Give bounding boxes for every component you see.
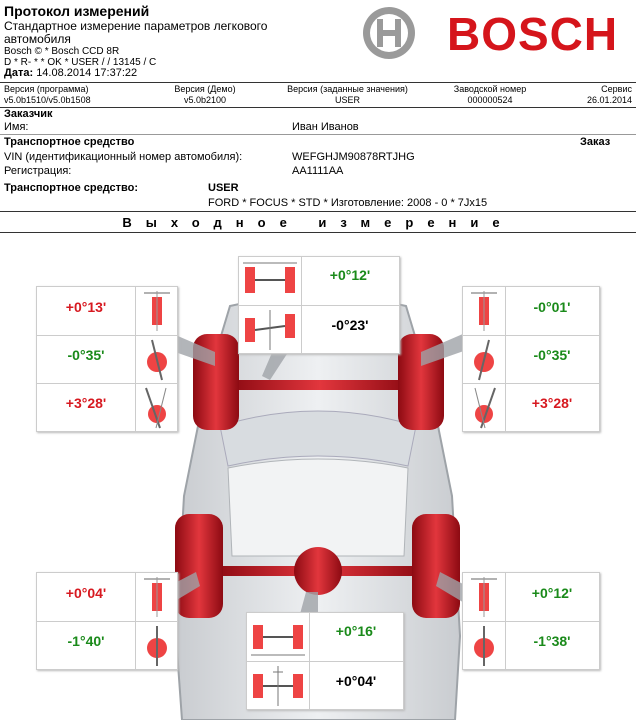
serial-number <box>440 84 540 106</box>
kpi-icon <box>463 384 506 431</box>
rear-left-card <box>36 572 178 670</box>
version-specs <box>280 84 415 106</box>
toe-icon <box>463 622 506 669</box>
divider <box>0 134 636 135</box>
vehicle-description: FORD * FOCUS * STD * Изготовление: 2008 - 0 * 7Jx15 <box>208 197 488 209</box>
version-label: Версия (заданные значения) <box>287 84 408 94</box>
date-label: Дата: <box>4 67 34 79</box>
date-value: 14.08.2014 17:37:22 <box>36 67 138 79</box>
registration-label: Регистрация: <box>4 165 72 177</box>
version-value: 000000524 <box>467 95 513 105</box>
rear-differential <box>294 547 342 595</box>
camber-icon <box>463 287 506 335</box>
rear-total-toe-value: +0°16' <box>335 623 377 639</box>
vin-label: VIN (идентификационный номер автомобиля): <box>4 151 243 163</box>
front-setback-value: -0°23' <box>331 317 369 333</box>
customer-name-label: Имя: <box>4 121 29 133</box>
camber-icon <box>135 287 178 335</box>
version-label: Версия (Демо) <box>174 84 236 94</box>
section-title: Выходное измерение <box>122 215 514 230</box>
rear-right-camber-value: +0°12' <box>531 585 573 601</box>
system-info: Bosch © * Bosch CCD 8R <box>4 46 120 57</box>
version-value: v5.0b2100 <box>183 95 227 105</box>
caster-icon <box>463 336 506 383</box>
version-program <box>4 84 91 106</box>
version-label: Сервис <box>601 84 632 94</box>
front-axle-card <box>238 256 400 354</box>
front-right-camber-value: -0°01' <box>533 299 571 315</box>
thrust-angle-icon <box>247 662 310 709</box>
vehicle-type-label: Транспортное средство: <box>4 182 139 194</box>
front-right-card <box>462 286 600 432</box>
divider <box>0 107 636 108</box>
version-demo <box>160 84 250 106</box>
front-setback-icon <box>239 306 302 353</box>
report-subtitle: Стандартное измерение параметров легкового автомобиля <box>4 19 268 46</box>
customer-heading: Заказчик <box>4 108 53 120</box>
front-left-camber-value: +0°13' <box>65 299 107 315</box>
front-left-caster-value: -0°35' <box>67 347 105 363</box>
version-value: v5.0b1510/v5.0b1508 <box>4 95 91 105</box>
camber-icon <box>135 573 178 621</box>
rear-right-card <box>462 572 600 670</box>
customer-name-value: Иван Иванов <box>292 121 359 133</box>
kpi-icon <box>135 384 178 431</box>
version-value: 26.01.2014 <box>586 95 632 105</box>
rear-toe-icon <box>247 613 310 661</box>
rear-left-wheel <box>175 514 223 618</box>
toe-icon <box>135 622 178 669</box>
roof <box>228 459 408 556</box>
rear-thrust-value: +0°04' <box>335 673 377 689</box>
front-total-toe-value: +0°12' <box>329 267 371 283</box>
order-label: Заказ <box>580 136 611 148</box>
rear-right-wheel <box>412 514 460 618</box>
version-value: USER <box>334 95 360 105</box>
version-label: Заводской номер <box>453 84 527 94</box>
divider <box>0 211 636 212</box>
camber-icon <box>463 573 506 621</box>
front-axle <box>230 380 410 390</box>
front-left-kpi-value: +3°28' <box>65 395 107 411</box>
vin-value: WEFGHJM90878RTJHG <box>292 151 415 163</box>
rear-left-camber-value: +0°04' <box>65 585 107 601</box>
vehicle-type-user: USER <box>208 182 239 194</box>
version-label: Версия (программа) <box>4 84 89 94</box>
front-right-caster-value: -0°35' <box>533 347 571 363</box>
registration-value: AA1111AA <box>292 165 344 177</box>
rear-right-toe-value: -1°38' <box>533 633 571 649</box>
rear-left-toe-value: -1°40' <box>67 633 105 649</box>
front-right-kpi-value: +3°28' <box>531 395 573 411</box>
code-info: D * R- * * OK * USER / / 13145 / C <box>4 57 157 68</box>
front-toe-icon <box>239 257 302 305</box>
report-title: Протокол измерений <box>4 3 150 19</box>
service-date <box>572 84 632 106</box>
vehicle-heading: Транспортное средство <box>4 136 135 148</box>
divider <box>0 232 636 233</box>
caster-icon <box>135 336 178 383</box>
date-row <box>4 67 137 79</box>
divider <box>0 82 636 83</box>
front-left-card <box>36 286 178 432</box>
bosch-logo-icon <box>363 7 415 59</box>
brand-wordmark: BOSCH <box>447 8 619 60</box>
rear-axle-card <box>246 612 404 710</box>
